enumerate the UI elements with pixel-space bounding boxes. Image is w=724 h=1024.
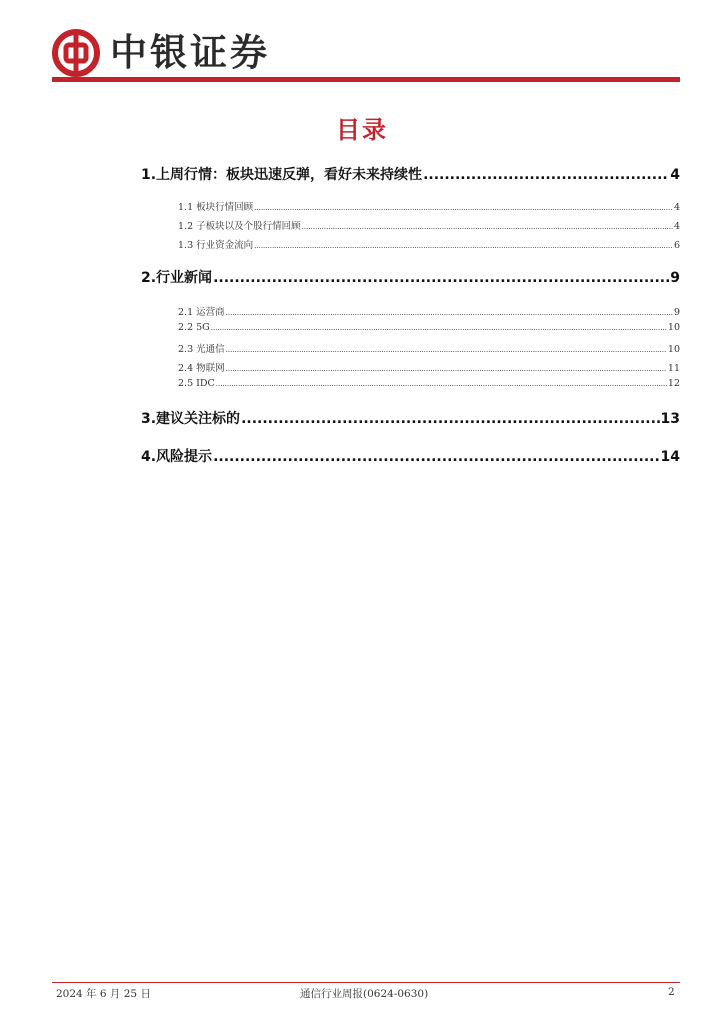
toc-entry-label: 1.3 行业资金流向 [178,240,254,251]
toc-entry-label: 2.1 运营商 [178,307,225,318]
report-header [52,28,270,78]
footer-page-number: 2 [668,986,675,998]
toc-leader-dots [213,270,669,286]
toc-leader-dots [216,378,667,389]
toc-leader-dots [302,221,673,232]
toc-title: 目录 [336,116,388,144]
toc-entry-page: 6 [673,240,680,251]
toc-leader-dots [423,167,669,183]
toc-entry-label: 2.4 物联网 [178,363,225,374]
toc-entry-3[interactable] [141,408,680,428]
toc-entry-label: 3.建议关注标的 [141,411,241,427]
toc-leader-dots [241,411,659,427]
toc-entry-2-5[interactable] [178,378,680,389]
toc-leader-dots [226,344,667,355]
toc-entry-1[interactable] [141,164,680,184]
toc-entry-page: 9 [673,307,680,318]
toc-entry-page: 14 [660,449,680,465]
toc-entry-page: 11 [667,363,680,374]
company-name: 中银证券 [110,31,270,74]
toc-entry-label: 1.1 板块行情回顾 [178,202,254,213]
toc-entry-1-2[interactable] [178,218,680,232]
footer-report-name: 通信行业周报(0624-0630) [300,988,429,1000]
toc-entry-label: 2.2 5G [178,322,210,333]
toc-entry-2[interactable] [141,267,680,287]
toc-entry-2-2[interactable] [178,322,680,333]
toc-entry-label: 2.行业新闻 [141,270,213,286]
toc-entry-label: 1.2 子板块以及个股行情回顾 [178,221,301,232]
toc-entry-label: 4.风险提示 [141,449,213,465]
toc-entry-page: 10 [667,322,680,333]
toc-entry-2-1[interactable] [178,304,680,318]
toc-entry-page: 4 [673,202,680,213]
footer-date: 2024 年 6 月 25 日 [56,988,151,1000]
toc-entry-label: 2.3 光通信 [178,344,225,355]
toc-entry-1-3[interactable] [178,237,680,251]
toc-entry-1-1[interactable] [178,199,680,213]
toc-entry-page: 4 [673,221,680,232]
toc-leader-dots [211,322,667,333]
toc-entry-4[interactable] [141,446,680,466]
toc-leader-dots [226,363,667,374]
toc-leader-dots [213,449,659,465]
toc-entry-page: 4 [670,167,680,183]
toc-entry-label: 2.5 IDC [178,378,215,389]
toc-entry-page: 10 [667,344,680,355]
toc-entry-label: 1.上周行情：板块迅速反弹，看好未来持续性 [141,167,423,183]
toc-leader-dots [254,202,673,213]
header-divider [52,77,680,82]
toc-entry-page: 12 [667,378,680,389]
footer-divider [52,982,680,983]
toc-entry-page: 13 [660,411,680,427]
toc-leader-dots [254,240,673,251]
toc-entry-page: 9 [670,270,680,286]
toc-entry-2-4[interactable] [178,360,680,374]
toc-leader-dots [226,307,673,318]
bank-of-china-logo-icon [52,29,100,77]
toc-entry-2-3[interactable] [178,341,680,355]
